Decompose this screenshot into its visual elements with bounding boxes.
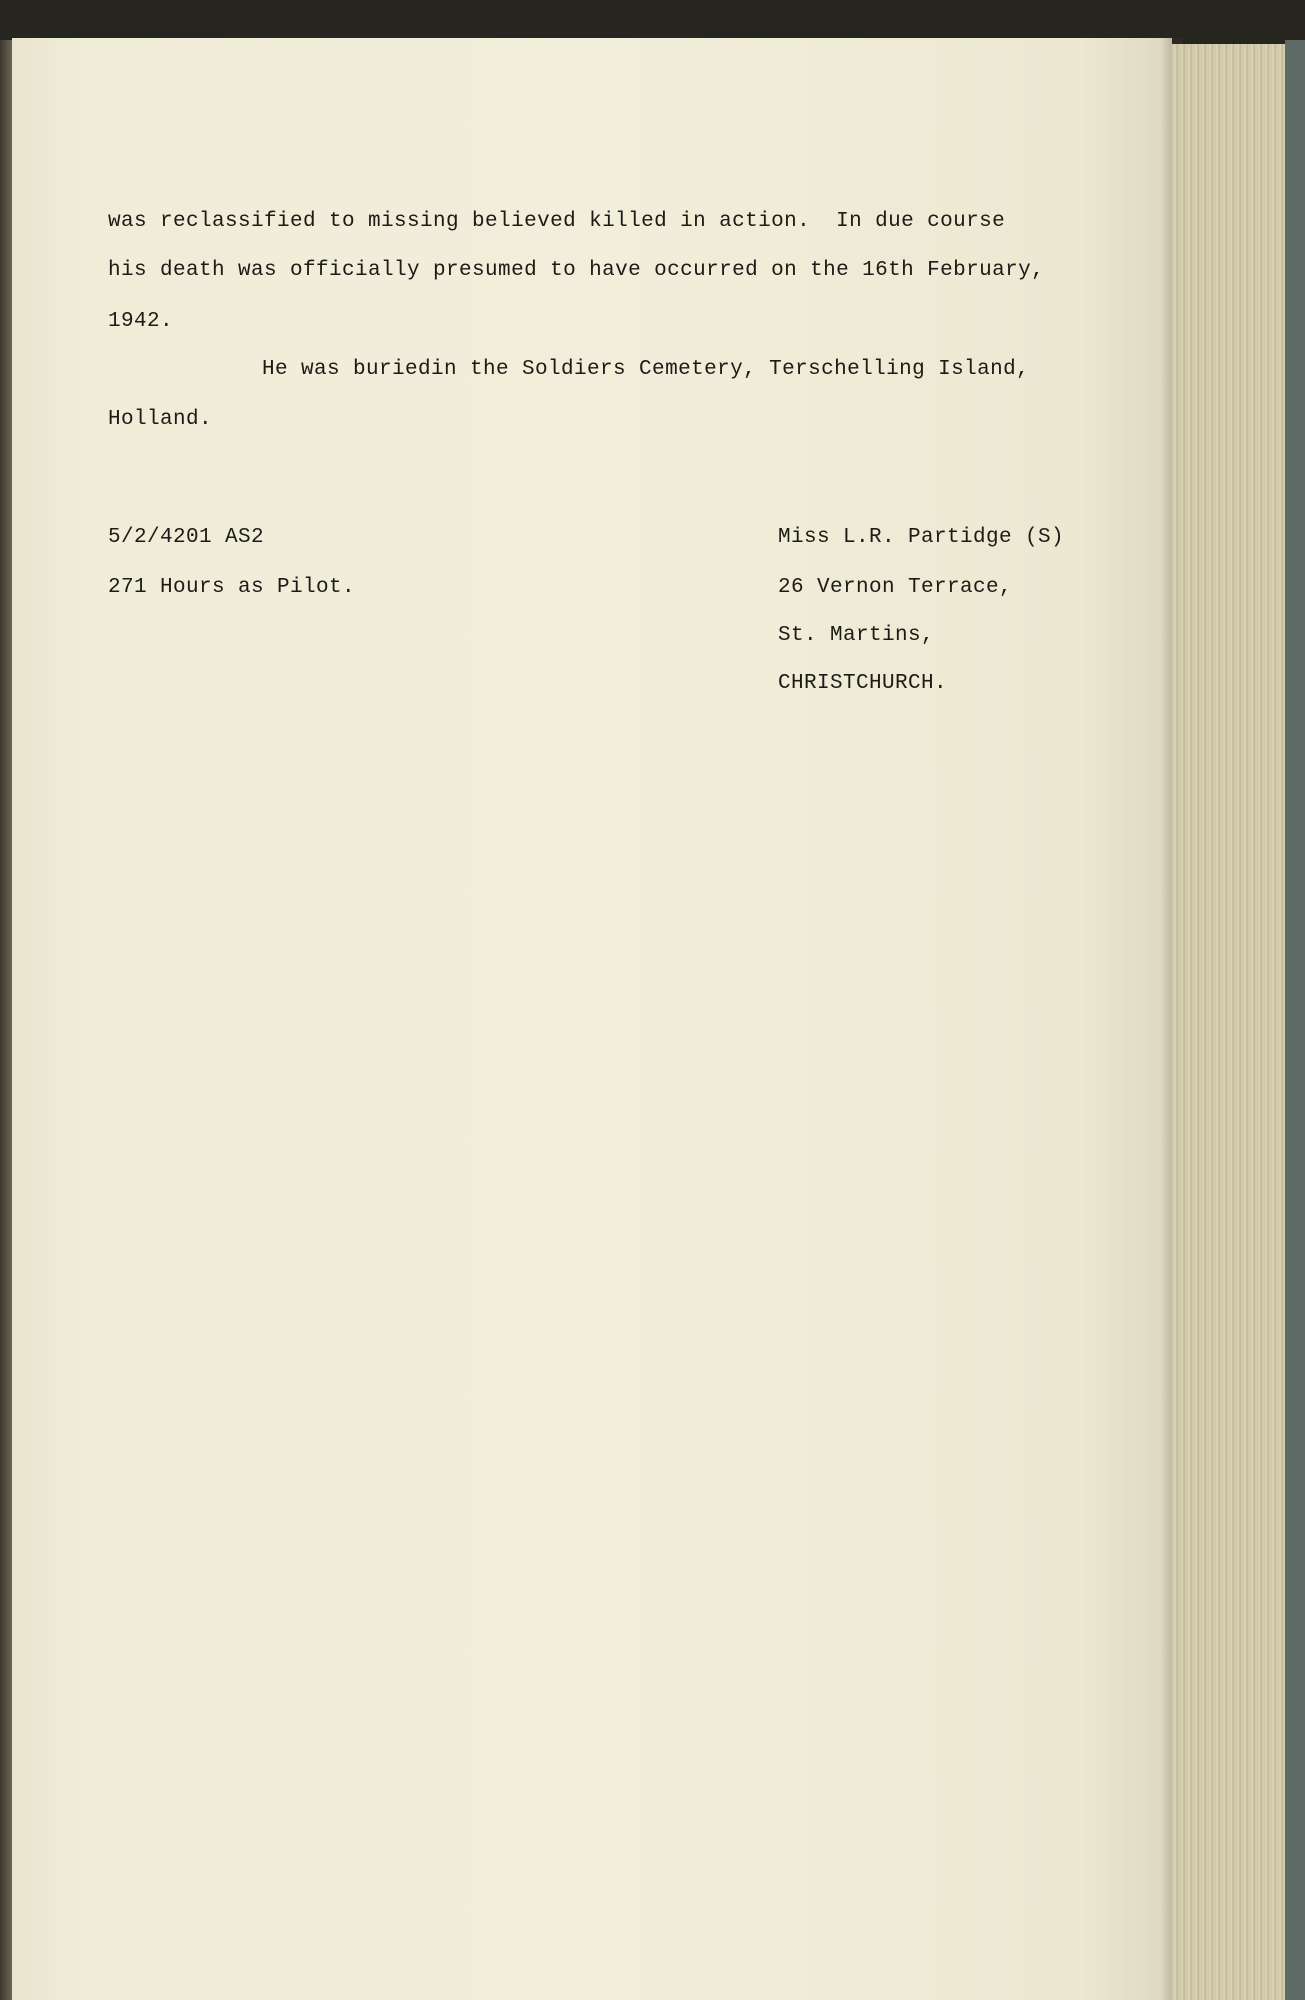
next-of-kin-street: 26 Vernon Terrace, <box>778 576 1013 599</box>
body-line-1: was reclassified to missing believed killed in action. In due course <box>108 210 1006 233</box>
flying-hours: 271 Hours as Pilot. <box>108 576 356 599</box>
body-line-5: Holland. <box>108 408 213 431</box>
next-of-kin-city: CHRISTCHURCH. <box>778 672 948 695</box>
body-line-2: his death was officially presumed to have occurred on the 16th February, <box>108 259 1045 282</box>
next-of-kin-suburb: St. Martins, <box>778 624 935 647</box>
next-of-kin-name: Miss L.R. Partidge (S) <box>778 526 1065 549</box>
body-line-4: He was buriedin the Soldiers Cemetery, Terschelling Island, <box>262 358 1030 381</box>
service-number: 5/2/4201 AS2 <box>108 526 265 549</box>
body-line-3: 1942. <box>108 310 174 333</box>
